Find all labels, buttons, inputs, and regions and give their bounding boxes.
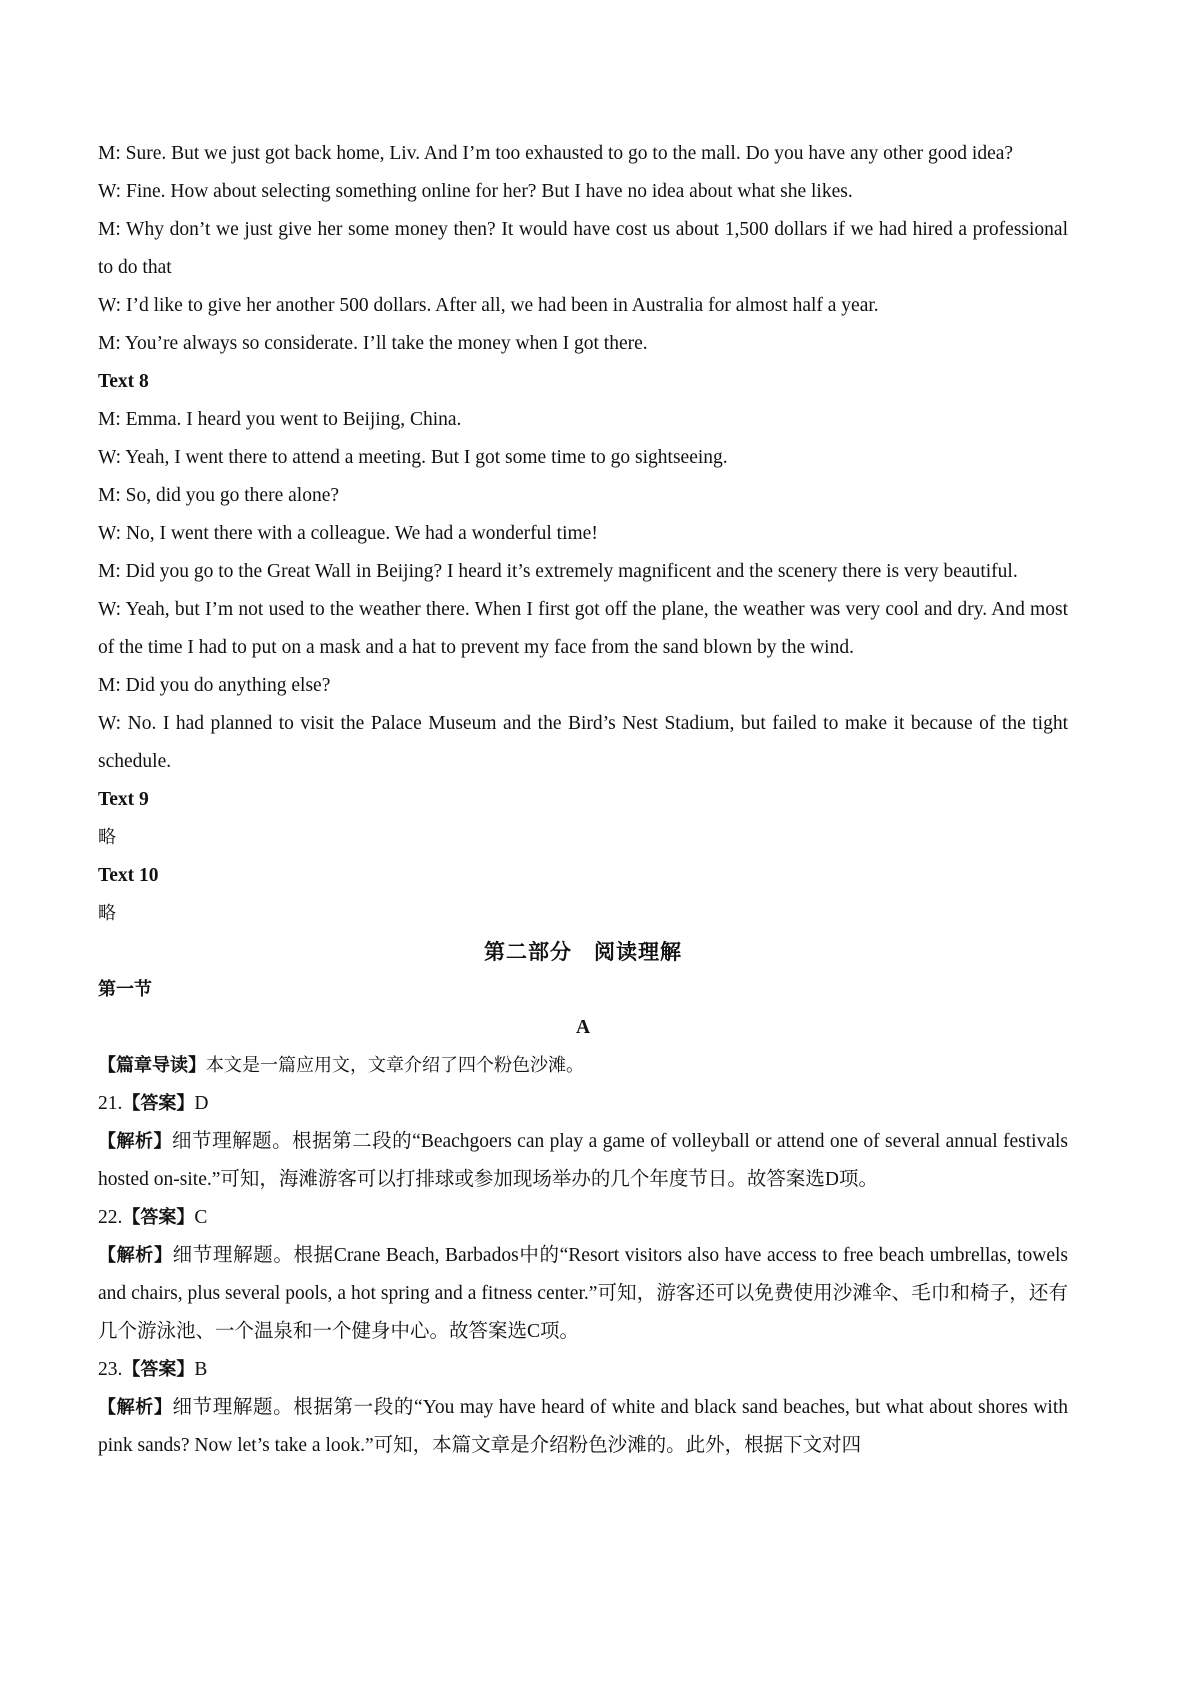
analysis-label: 【解析】 [98,1397,173,1418]
answer-label: 【答案】 [122,1093,195,1114]
text-8-heading: Text 8 [98,371,149,392]
analysis-text: 细节理解题。根据第二段的“Beachgoers can play a game of volleyball or attend one of several annual festivals hosted on-site.”可知，海滩游客可以打排球或参加现场举办的几个年度节日。故答案选D项。 [98,1131,1068,1190]
dialogue-line: M: Emma. I heard you went to Beijing, China. [98,409,462,430]
passage-intro [98,1047,1068,1085]
answer-value: B [194,1359,208,1380]
analysis-label: 【解析】 [98,1245,173,1266]
question-number: 21. [98,1093,123,1114]
text-9-body: 略 [98,827,116,848]
dialogue-line: M: So, did you go there alone? [98,485,339,506]
question-21-answer [98,1085,1068,1123]
intro-label: 【篇章导读】 [98,1055,206,1076]
passage-letter: A [575,1017,591,1038]
question-number: 22. [98,1207,123,1228]
dialogue-line: W: Yeah, I went there to attend a meeting. But I got some time to go sightseeing. [98,447,728,468]
analysis-text: 细节理解题。根据Crane Beach, Barbados中的“Resort visitors also have access to free beach umbrellas, towels and chairs, plus several pools, a hot spring and a fitness center.”可知，游客还可以免费使用沙滩伞、毛巾和椅子，还有几个游泳池、一个温泉和一个健身中心。故答案选C项。 [98,1245,1068,1342]
dialogue-line: W: I’d like to give her another 500 dollars. After all, we had been in Australia for almost half a year. [98,295,879,316]
answer-label: 【答案】 [122,1207,195,1228]
dialogue-line: W: No. I had planned to visit the Palace Museum and the Bird’s Nest Stadium, but failed to make it because of the tight schedule. [98,713,1068,772]
part-title: 第二部分 阅读理解 [484,940,682,964]
question-23-answer [98,1351,1068,1389]
section-title: 第一节 [98,979,152,1000]
dialogue-line: M: Did you go to the Great Wall in Beijing? I heard it’s extremely magnificent and the scenery there is very beautiful. [98,561,1018,582]
question-22-analysis [98,1237,1068,1351]
intro-text: 本文是一篇应用文，文章介绍了四个粉色沙滩。 [206,1055,584,1076]
answer-label: 【答案】 [122,1359,195,1380]
dialogue-line: M: Why don’t we just give her some money then? It would have cost us about 1,500 dollars if we had hired a professional to do that [98,219,1068,278]
text-10-heading: Text 10 [98,865,159,886]
dialogue-line: M: Did you do anything else? [98,675,331,696]
analysis-label: 【解析】 [98,1131,173,1152]
text-10-body: 略 [98,903,116,924]
analysis-text: 细节理解题。根据第一段的“You may have heard of white and black sand beaches, but what about shores with pink sands? Now let’s take a look.”可知，本篇文章是介绍粉色沙滩的。此外，根据下文对四 [98,1397,1068,1456]
question-21-analysis [98,1123,1068,1199]
answer-value: C [194,1207,208,1228]
question-23-analysis [98,1389,1068,1465]
text-9-heading: Text 9 [98,789,149,810]
answer-value: D [194,1093,209,1114]
document-page [98,135,1068,1465]
dialogue-line: M: You’re always so considerate. I’ll take the money when I got there. [98,333,648,354]
dialogue-line: M: Sure. But we just got back home, Liv. And I’m too exhausted to go to the mall. Do you have any other good idea? [98,143,1014,164]
dialogue-line: W: Fine. How about selecting something online for her? But I have no idea about what she likes. [98,181,853,202]
question-22-answer [98,1199,1068,1237]
dialogue-line: W: Yeah, but I’m not used to the weather there. When I first got off the plane, the weather was very cool and dry. And most of the time I had to put on a mask and a hat to prevent my face from the sand blown by the wind. [98,599,1068,658]
question-number: 23. [98,1359,123,1380]
dialogue-line: W: No, I went there with a colleague. We had a wonderful time! [98,523,598,544]
